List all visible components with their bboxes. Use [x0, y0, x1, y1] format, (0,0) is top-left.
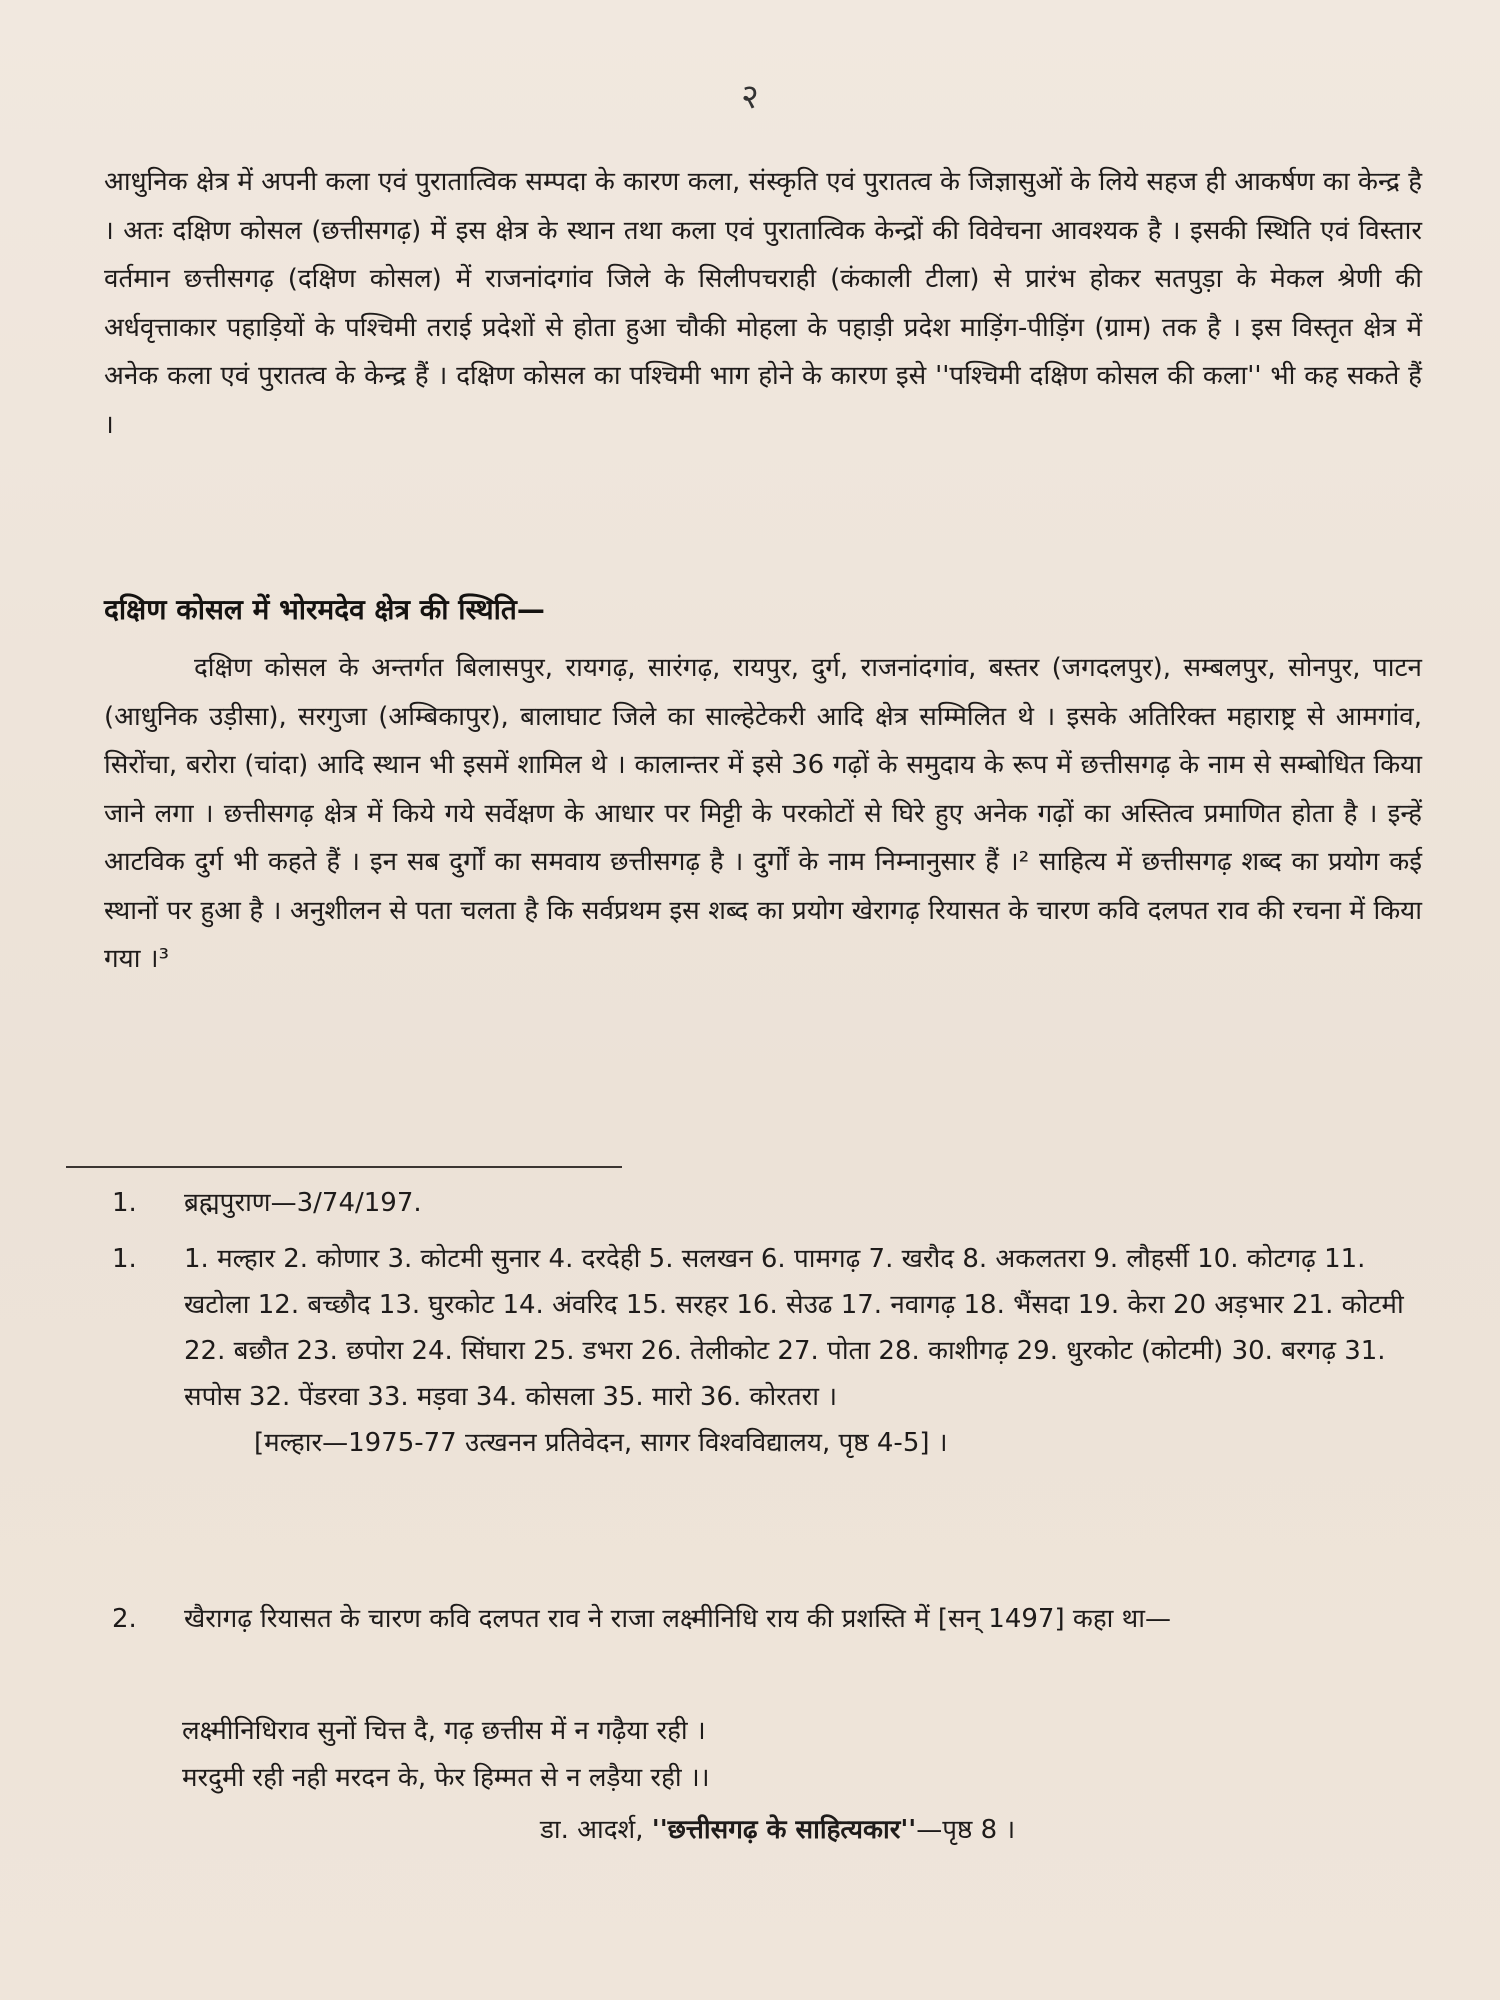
verse-line: लक्ष्मीनिधिराव सुनों चित्त दै, गढ़ छत्तीस में न गढ़ैया रही । — [182, 1716, 706, 1746]
footnote-2 — [112, 1236, 1432, 1466]
section-paragraph-block — [104, 644, 1422, 984]
verse-block — [182, 1708, 710, 1802]
footnote-number: 1. — [112, 1188, 137, 1218]
citation-page: —पृष्ठ 8 । — [916, 1815, 1016, 1845]
footnote-body — [184, 1236, 1432, 1466]
citation-title: ''छत्तीसगढ़ के साहित्यकार'' — [651, 1815, 917, 1845]
footnote-divider — [66, 1166, 622, 1168]
section-heading: दक्षिण कोसल में भोरमदेव क्षेत्र की स्थिति— — [104, 593, 545, 626]
footnote-text: ब्रह्मपुराण—3/74/197. — [184, 1188, 422, 1218]
footnote-number: 2. — [112, 1604, 137, 1634]
intro-paragraph: आधुनिक क्षेत्र में अपनी कला एवं पुरातात्विक सम्पदा के कारण कला, संस्कृति एवं पुरातत्व के जिज्ञासुओं के लिये सहज ही आकर्षण का केन्द्र है । अतः दक्षिण कोसल (छत्तीसगढ़) में इस क्षेत्र के स्थान तथा कला एवं पुरातात्विक केन्द्रों की विवेचना आवश्यक है । इसकी स्थिति एवं विस्तार वर्तमान छत्तीसगढ़ (दक्षिण कोसल) में राजनांदगांव जिले के सिलीपचराही (कंकाली टीला) से प्रारंभ होकर सतपुड़ा के मेकल श्रेणी की अर्धवृत्ताकार पहाड़ियों के पश्चिमी तराई प्रदेशों से होता हुआ चौकी मोहला के पहाड़ी प्रदेश माड़िंग-पीड़िंग (ग्राम) तक है । इस विस्तृत क्षेत्र में अनेक कला एवं पुरातत्व के केन्द्र हैं । दक्षिण कोसल का पश्चिमी भाग होने के कारण इसे ''पश्चिमी दक्षिण कोसल की कला'' भी कह सकते हैं । — [104, 167, 1422, 440]
citation — [540, 1810, 1015, 1846]
page-number: २ — [741, 77, 759, 117]
footnote-1 — [112, 1180, 1432, 1226]
verse-line: मरदुमी रही नही मरदन के, फेर हिम्मत से न लड़ैया रही ।। — [182, 1763, 710, 1793]
footnote-source: [मल्हार—1975-77 उत्खनन प्रतिवेदन, सागर विश्वविद्यालय, पृष्ठ 4-5] । — [254, 1428, 948, 1458]
section-paragraph: दक्षिण कोसल के अन्तर्गत बिलासपुर, रायगढ़, सारंगढ़, रायपुर, दुर्ग, राजनांदगांव, बस्तर (जगदलपुर), सम्बलपुर, सोनपुर, पाटन (आधुनिक उड़ीसा), सरगुजा (अम्बिकापुर), बालाघाट जिले का साल्हेटेकरी आदि क्षेत्र सम्मिलित थे । इसके अतिरिक्त महाराष्ट्र से आमगांव, सिरोंचा, बरोरा (चांदा) आदि स्थान भी इसमें शामिल थे । कालान्तर में इसे 36 गढ़ों के समुदाय के रूप में छत्तीसगढ़ के नाम से सम्बोधित किया जाने लगा । छत्तीसगढ़ क्षेत्र में किये गये सर्वेक्षण के आधार पर मिट्टी के परकोटों से घिरे हुए अनेक गढ़ों का अस्तित्व प्रमाणित होता है । इन्हें आटविक दुर्ग भी कहते हैं । इन सब दुर्गों का समवाय छत्तीसगढ़ है । दुर्गों के नाम निम्नानुसार हैं ।² साहित्य में छत्तीसगढ़ शब्द का प्रयोग कई स्थानों पर हुआ है । अनुशीलन से पता चलता है कि सर्वप्रथम इस शब्द का प्रयोग खेरागढ़ रियासत के चारण कवि दलपत राव की रचना में किया गया ।³ — [104, 653, 1422, 974]
footnote-number: 1. — [112, 1244, 137, 1274]
footnote-text: खैरागढ़ रियासत के चारण कवि दलपत राव ने राजा लक्ष्मीनिधि राय की प्रशस्ति में [सन् 1497] कहा था— — [184, 1604, 1171, 1634]
citation-author: डा. आदर्श, — [540, 1815, 644, 1845]
fort-list: 1. मल्हार 2. कोणार 3. कोटमी सुनार 4. दरदेही 5. सलखन 6. पामगढ़ 7. खरौद 8. अकलतरा 9. लौहर्सी 10. कोटगढ़ 11. खटोला 12. बच्छौद 13. घुरकोट 14. अंवरिद 15. सरहर 16. सेउढ 17. नवागढ़ 18. भैंसदा 19. केरा 20 अड़भार 21. कोटमी 22. बछौत 23. छपोरा 24. सिंघारा 25. डभरा 26. तेलीकोट 27. पोता 28. काशीगढ़ 29. धुरकोट (कोटमी) 30. बरगढ़ 31. सपोस 32. पेंडरवा 33. मड़वा 34. कोसला 35. मारो 36. कोरतरा । — [184, 1244, 1404, 1412]
footnote-3 — [112, 1596, 1432, 1642]
intro-paragraph-block — [104, 158, 1422, 449]
